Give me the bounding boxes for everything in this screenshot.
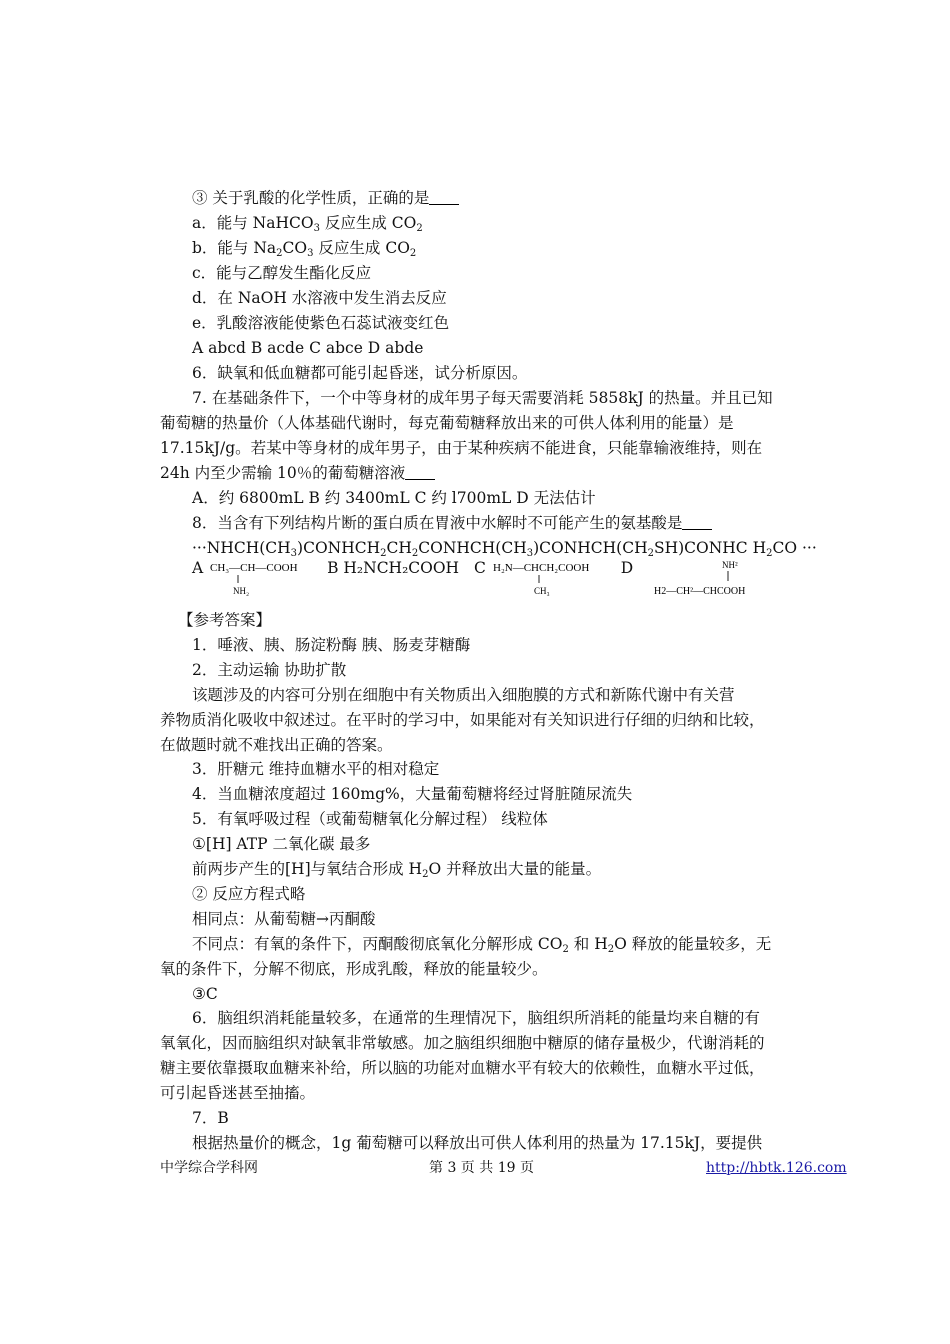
text-line [192,882,802,907]
subscript: 2 [276,248,283,259]
footer-page-number: 第 3 页 共 19 页 [429,1160,534,1176]
text-line [178,608,788,633]
option-c-structure [491,556,616,604]
text-segment: b．能与 Na [192,239,277,257]
subscript: 3 [313,223,320,234]
subscript: 2 [647,548,654,559]
text-segment: 前两步产生的[H]与氧结合形成 H [192,860,423,878]
text-segment: A abcd B acde C abce D abde [192,339,424,357]
text-line [160,733,770,758]
text-segment: 葡萄糖的热量价（人体基础代谢时，每克葡萄糖释放出来的可供人体利用的能量）是 [160,414,734,432]
subscript: 2 [766,548,773,559]
text-segment: e．乳酸溶液能使紫色石蕊试液变红色 [192,314,450,332]
option-d-structure [652,556,772,604]
text-segment: 养物质消化吸收中叙述过。在平时的学习中，如果能对有关知识进行仔细的归纳和比较， [160,710,765,729]
text-line [192,1006,802,1031]
option-a-struct-line1: CH₃—CH—COOH [210,562,298,574]
subscript: 2 [380,548,387,559]
text-segment: 氧的条件下，分解不彻底，形成乳酸，释放的能量较少。 [160,959,548,978]
text-segment: c．能与乙醇发生酯化反应 [192,264,372,282]
text-segment: 在做题时就不难找出正确的答案。 [160,735,393,754]
text-segment: a．能与 NaHCO [192,214,314,232]
text-segment: 8．当含有下列结构片断的蛋白质在胃液中水解时不可能产生的氨基酸是 [192,514,683,532]
option-d-struct-line1: NH² [722,560,738,570]
text-line [192,683,802,708]
text-segment: 糖主要依靠摄取血糖来补给，所以脑的功能对血糖水平有较大的依赖性，血糖水平过低， [160,1059,765,1078]
text-segment: O 释放的能量较多，无 [614,934,772,953]
option-d-struct-line2: H2—CH²—CHCOOH [654,586,746,596]
option-c-struct-line2: CH₃ [533,586,550,596]
text-segment: CO ··· [772,539,817,557]
text-segment: SH)CONHC H [653,539,767,557]
option-a-label: A [192,559,204,577]
subscript: 2 [416,223,423,234]
text-line [160,411,770,436]
subscript: 3 [290,548,298,559]
text-segment: 不同点：有氧的条件下，丙酮酸彻底氧化分解形成 CO [192,934,563,953]
text-segment: A．约 6800mL B 约 3400mL C 约 l700mL D 无法估计 [192,489,596,507]
text-line [160,461,770,486]
text-line [160,957,770,982]
text-line [192,658,802,683]
text-line [192,907,802,932]
text-line [192,932,802,957]
option-c-label: C [474,559,486,577]
text-segment: 6．脑组织消耗能量较多，在通常的生理情况下，脑组织所消耗的能量均来自糖的有 [192,1009,760,1028]
text-line [192,982,802,1007]
text-segment: 根据热量价的概念，1g 葡萄糖可以释放出可供人体利用的热量为 17.15kJ，要提供 [192,1133,763,1152]
text-line [192,486,802,511]
footer-link[interactable]: http://hbtk.126.com [706,1160,847,1176]
text-segment: 4．当血糖浓度超过 160mg%，大量葡萄糖将经过肾脏随尿流失 [192,785,633,804]
text-line [192,782,802,807]
text-segment: 相同点：从葡萄糖→丙酮酸 [192,909,376,928]
answer-blank [405,465,435,480]
option-b-text: B H₂NCH₂COOH [327,559,460,577]
subscript: 2 [409,248,417,259]
text-segment: 氧氧化，因而脑组织对缺氧非常敏感。加之脑组织细胞中糖原的储存量极少，代谢消耗的 [160,1034,765,1053]
subscript: 2 [422,869,429,880]
text-segment: 5．有氧呼吸过程（或葡萄糖氧化分解过程） 线粒体 [192,810,548,829]
option-d-label: D [620,559,634,577]
amino-acid-options [192,556,802,604]
subscript: 2 [562,943,569,955]
text-line [192,311,802,336]
text-segment: d．在 NaOH 水溶液中发生消去反应 [192,289,447,307]
text-line [192,757,802,782]
text-line [192,1131,802,1156]
text-segment: CH [386,539,412,557]
text-line [192,511,802,536]
text-line [192,186,802,211]
text-segment: 【参考答案】 [178,611,272,629]
text-segment: 6．缺氧和低血糖都可能引起昏迷，试分析原因。 [192,364,528,382]
text-segment: )CONHCH [297,539,381,557]
text-segment: ①[H] ATP 二氧化碳 最多 [192,835,371,854]
text-segment: ···NHCH(CH [192,539,291,557]
text-line [192,211,802,236]
text-segment: 17.15kJ/g。若某中等身材的成年男子，由于某种疾病不能进食，只能靠输液维持，则在 [160,439,763,457]
text-segment: )CONHCH(CH [533,539,648,557]
text-line [192,286,802,311]
text-segment: 和 H [568,934,608,953]
text-segment: 7．B [192,1109,229,1127]
option-a-struct-line2: NH₂ [233,586,250,596]
text-segment: 反应生成 CO [319,214,417,232]
text-segment: 1．唾液、胰、肠淀粉酶 胰、肠麦芽糖酶 [192,635,471,654]
text-segment: 可引起昏迷甚至抽搐。 [160,1084,316,1103]
text-segment: CO [282,239,308,257]
text-line [192,857,802,882]
text-line [192,807,802,832]
text-line [192,386,802,411]
text-segment: O 并释放出大量的能量。 [428,860,602,878]
text-segment: ② 反应方程式略 [192,884,306,903]
subscript: 2 [607,943,615,955]
text-segment: ③C [192,984,218,1003]
subscript: 3 [526,548,534,559]
subscript: 3 [307,248,314,259]
text-segment: 反应生成 CO [313,239,410,257]
text-line [192,336,802,361]
text-line [192,236,802,261]
text-line [160,708,770,733]
text-line [160,436,770,461]
text-segment: 3．肝糖元 维持血糖水平的相对稳定 [192,760,440,779]
footer-site-name: 中学综合学科网 [160,1160,258,1176]
option-a-structure [208,556,318,604]
option-c-struct-line1: H₂N—CHCH₂COOH [492,562,590,574]
answer-blank [429,190,459,205]
text-segment: 该题涉及的内容可分别在细胞中有关物质出入细胞膜的方式和新陈代谢中有关营 [192,685,735,704]
text-line [192,633,802,658]
text-line [192,361,802,386]
text-segment: 7. 在基础条件下，一个中等身材的成年男子每天需要消耗 5858kJ 的热量。并且已知 [192,389,773,407]
text-line [160,1056,770,1081]
text-line [160,1081,770,1106]
answer-blank [682,515,712,530]
text-segment: 2．主动运输 协助扩散 [192,660,347,679]
text-line [192,832,802,857]
text-segment: 24h 内至少需输 10％的葡萄糖溶液 [160,464,406,482]
text-segment: ③ 关于乳酸的化学性质，正确的是 [192,189,430,207]
text-line [192,261,802,286]
text-line [160,1031,770,1056]
text-line [192,1106,802,1131]
text-segment: CONHCH(CH [418,539,527,557]
subscript: 2 [411,548,419,559]
